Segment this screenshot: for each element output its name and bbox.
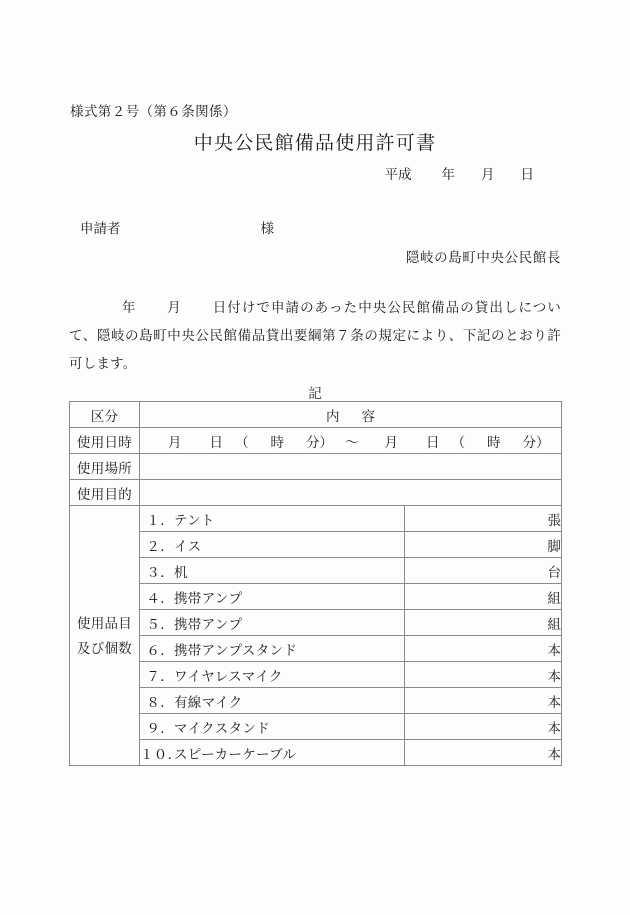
label-items-line1: 使用品目 [76, 615, 133, 631]
item-label-3: 机 [174, 564, 188, 580]
item-name-1 [140, 506, 405, 532]
table-row-datetime [70, 428, 562, 454]
dt-month: 月 [168, 434, 182, 450]
dt-hour-2: 時 [487, 434, 501, 450]
item-quantity-6[interactable]: 本 [405, 636, 562, 662]
issuer-name: 隠岐の島町中央公民館長 [405, 250, 561, 265]
item-name-7 [140, 662, 405, 688]
permit-table-wrapper [69, 401, 561, 766]
item-name-2 [140, 532, 405, 558]
table-row-purpose [70, 480, 562, 506]
item-number-5: ５． [146, 616, 174, 632]
item-number-2: ２． [146, 538, 174, 554]
table-row-item [70, 714, 562, 740]
table-row-item [70, 662, 562, 688]
item-quantity-7[interactable]: 本 [405, 662, 562, 688]
body-text: 日付けで申請のあった中央公民館備品の貸出しについて、隠岐の島町中央公民館備品貸出要綱第７条の規定により、下記のとおり許可します。 [69, 300, 562, 371]
item-label-6: 携帯アンプスタンド [174, 642, 298, 658]
item-label-7: ワイヤレスマイク [174, 668, 283, 684]
item-name-9 [140, 714, 405, 740]
item-label-4: 携帯アンプ [174, 590, 243, 606]
table-row-item [70, 506, 562, 532]
label-use-purpose: 使用目的 [70, 480, 140, 506]
honorific-label: 様 [260, 221, 274, 236]
issue-date-line [385, 163, 535, 183]
item-label-10: スピーカーケーブル [174, 746, 297, 762]
value-use-place[interactable] [140, 454, 562, 480]
body-year-label: 年 [121, 300, 137, 315]
document-title: 中央公民館備品使用許可書 [193, 133, 437, 154]
item-label-8: 有線マイク [174, 694, 243, 710]
item-label-9: マイクスタンド [174, 720, 270, 736]
table-row-item [70, 740, 562, 766]
era-label: 平成 [384, 167, 412, 182]
item-label-5: 携帯アンプ [174, 616, 243, 632]
permit-table [69, 401, 562, 766]
dt-day-2: 日 [426, 434, 440, 450]
value-use-datetime[interactable] [140, 428, 562, 454]
item-number-10: １０． [140, 746, 182, 762]
day-label: 日 [520, 167, 534, 182]
item-quantity-5[interactable]: 組 [405, 610, 562, 636]
label-items-line2: 及び個数 [76, 640, 133, 656]
item-name-8 [140, 688, 405, 714]
table-row-item [70, 688, 562, 714]
body-month-label: 月 [166, 300, 182, 315]
header-content-char2: 容 [361, 408, 375, 424]
header-content-char1: 内 [326, 408, 340, 424]
item-number-8: ８． [146, 694, 174, 710]
value-use-purpose[interactable] [140, 480, 562, 506]
item-quantity-10[interactable]: 本 [405, 740, 562, 766]
header-content [140, 402, 562, 428]
label-use-place: 使用場所 [70, 454, 140, 480]
item-quantity-4[interactable]: 組 [405, 584, 562, 610]
item-number-4: ４． [146, 590, 174, 606]
label-use-datetime: 使用日時 [70, 428, 140, 454]
table-row-item [70, 532, 562, 558]
item-quantity-3[interactable]: 台 [405, 558, 562, 584]
table-row-item [70, 610, 562, 636]
item-number-7: ７． [146, 668, 174, 684]
dt-month-2: 月 [384, 434, 398, 450]
header-category: 区分 [70, 402, 140, 428]
table-row-item [70, 636, 562, 662]
applicant-line [80, 217, 274, 237]
dt-day: 日 [209, 434, 223, 450]
year-label: 年 [441, 167, 455, 182]
body-paragraph [69, 294, 561, 378]
table-row-item [70, 558, 562, 584]
item-name-3 [140, 558, 405, 584]
item-quantity-8[interactable]: 本 [405, 688, 562, 714]
note-label: 記 [308, 386, 322, 401]
table-row-item [70, 584, 562, 610]
label-items-and-quantity [70, 506, 140, 766]
item-name-10 [140, 740, 405, 766]
dt-paren-open: （ [235, 434, 249, 450]
item-quantity-9[interactable]: 本 [405, 714, 562, 740]
item-name-6 [140, 636, 405, 662]
dt-minute-2: 分） [522, 434, 550, 450]
item-quantity-2[interactable]: 脚 [405, 532, 562, 558]
month-label: 月 [481, 167, 495, 182]
item-quantity-1[interactable]: 張 [405, 506, 562, 532]
dt-minute: 分） [306, 434, 333, 450]
item-name-5 [140, 610, 405, 636]
item-name-4 [140, 584, 405, 610]
dt-tilde: 〜 [345, 434, 359, 450]
form-number: 様式第２号（第６条関係） [70, 104, 237, 119]
dt-paren-open-2: （ [451, 434, 465, 450]
item-number-6: ６． [146, 642, 174, 658]
item-label-2: イス [174, 538, 202, 554]
item-number-1: １． [146, 512, 174, 528]
table-row-place [70, 454, 562, 480]
table-header-row [70, 402, 562, 428]
item-number-9: ９． [146, 720, 174, 736]
applicant-label: 申請者 [80, 221, 121, 236]
item-number-3: ３． [146, 564, 174, 580]
dt-hour: 時 [270, 434, 284, 450]
item-label-1: テント [174, 512, 215, 528]
